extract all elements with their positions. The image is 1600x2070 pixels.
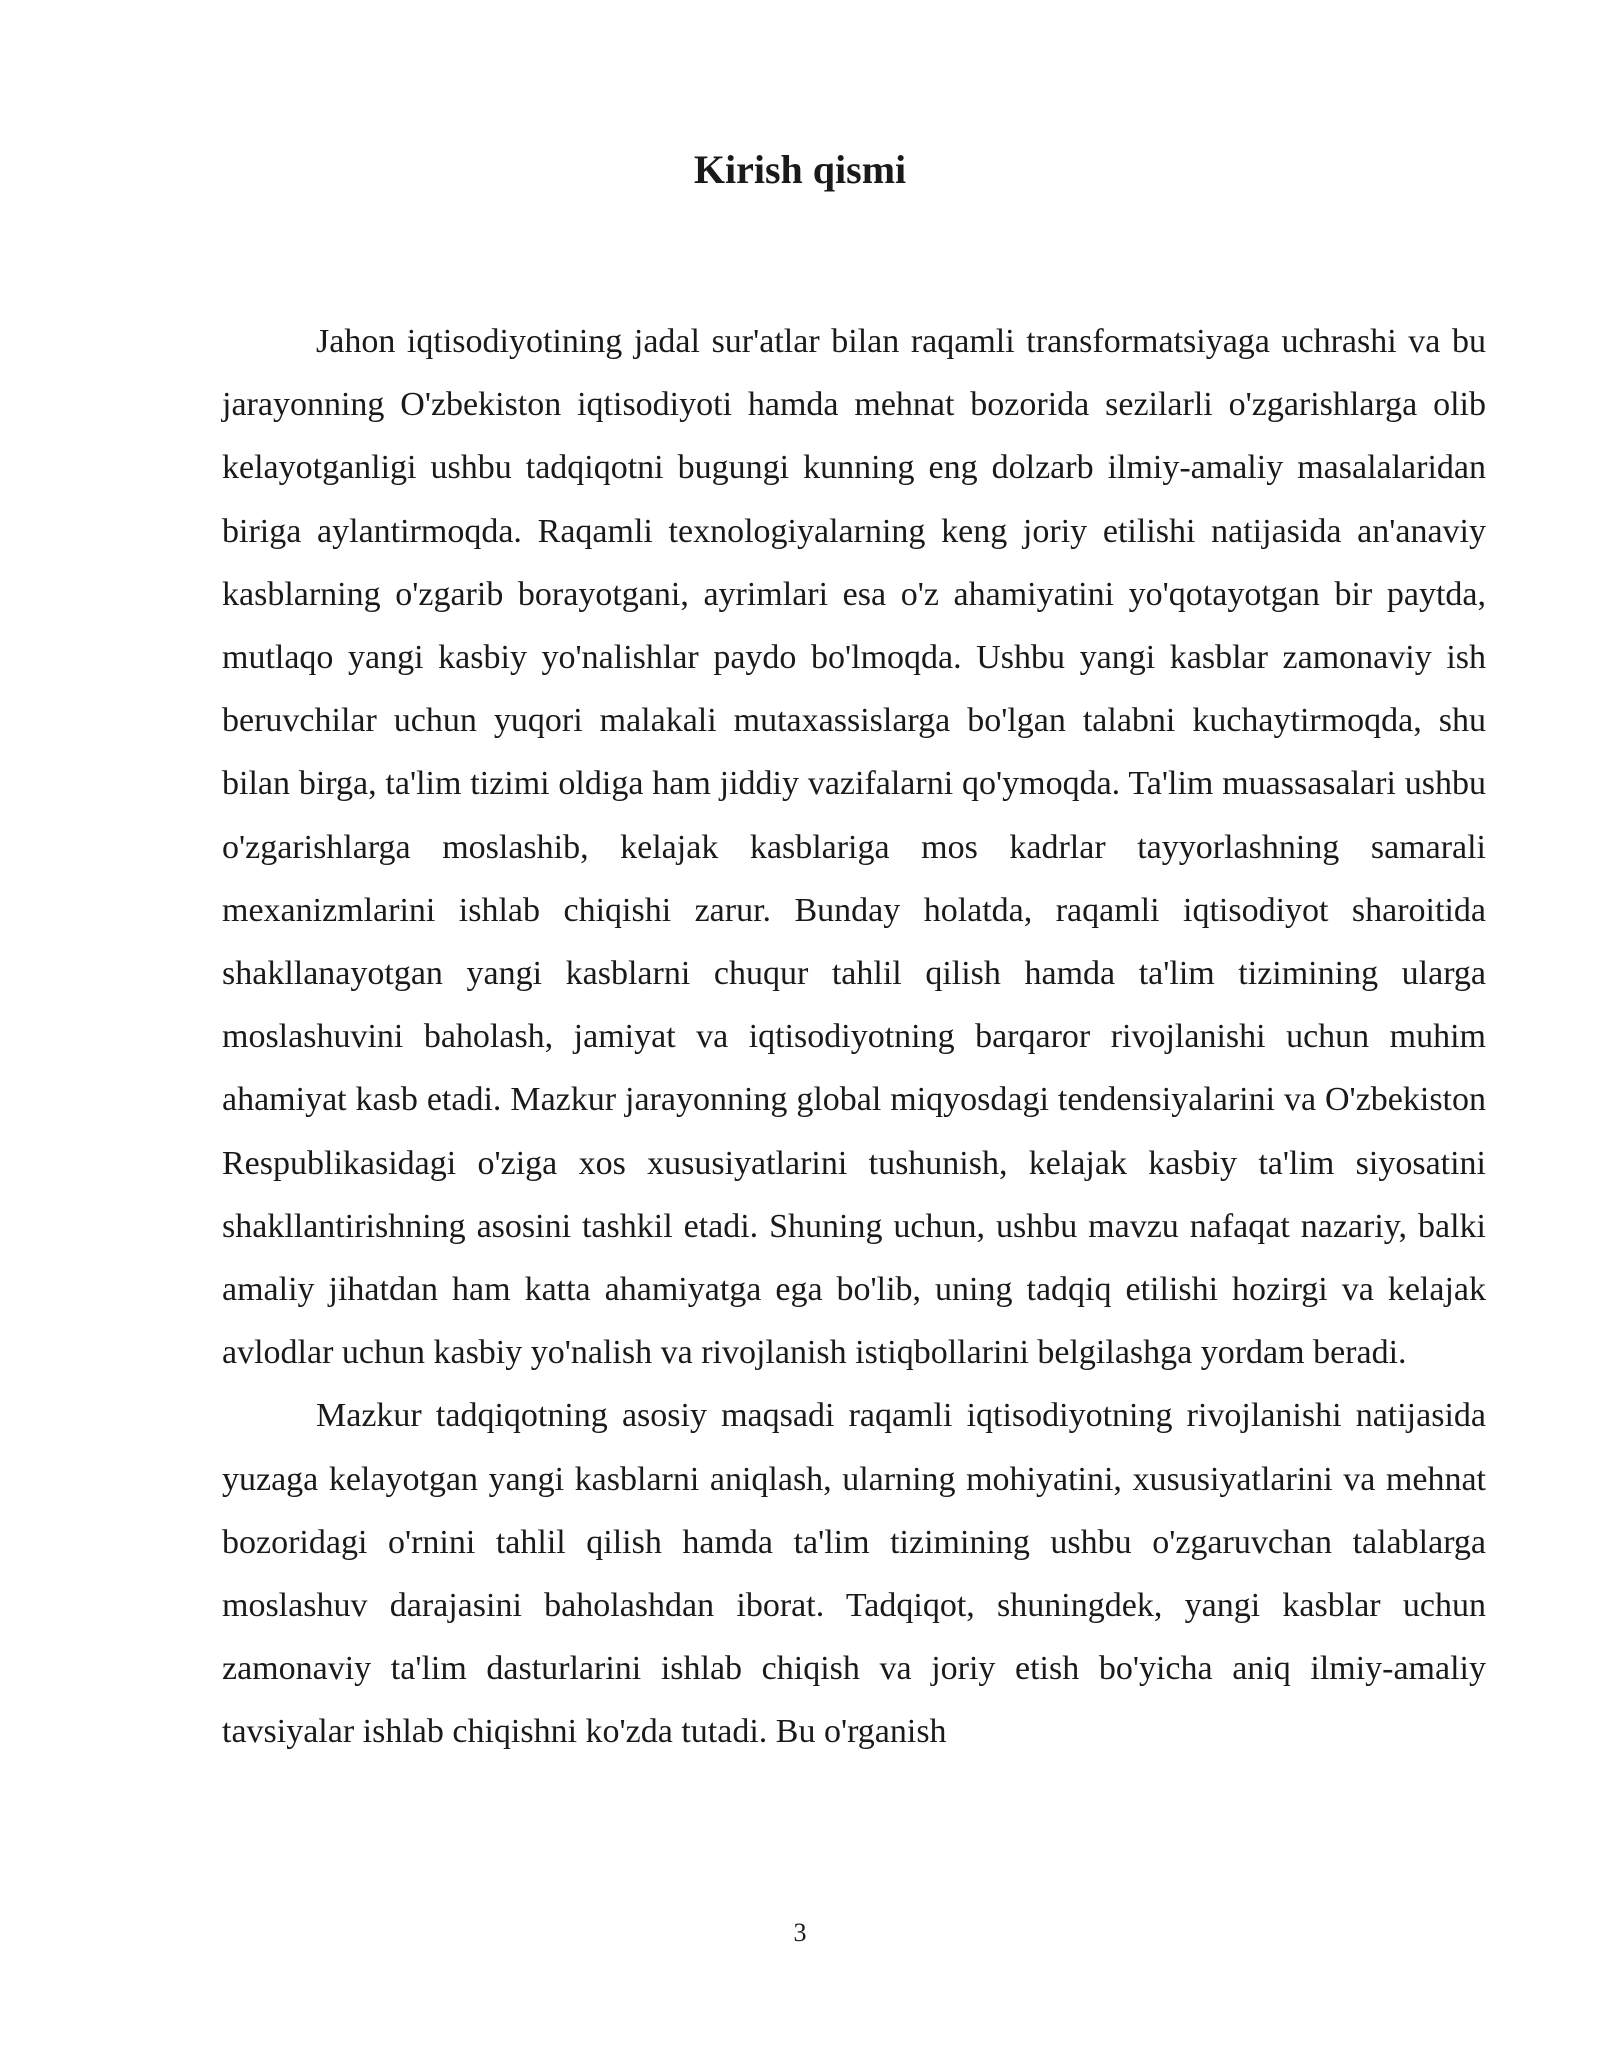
page-title: Kirish qismi xyxy=(693,147,907,192)
paragraph-2: Mazkur tadqiqotning asosiy maqsadi raqamli iqtisodiyotning rivojlanishi natijasida yuzaga kelayotgan yangi kasblarni aniqlash, ularning mohiyatini, xususiyatlarini va mehnat bozoridagi o'rnini tahlil qilish hamda ta'lim tizimining ushbu o'zgaruvchan talablarga moslashuv darajasini baholashdan iborat. Tadqiqot, shuningdek, yangi kasblar uchun zamonaviy ta'lim dasturlarini ishlab chiqish va joriy etish bo'yicha aniq ilmiy-amaliy tavsiyalar ishlab chiqishni ko'zda tutadi. Bu o'rganish xyxy=(222,1397,1486,1751)
page-number: 3 xyxy=(793,1918,807,1947)
paragraph-1: Jahon iqtisodiyotining jadal sur'atlar bilan raqamli transformatsiyaga uchrashi va bu jarayonning O'zbekiston iqtisodiyoti hamda mehnat bozorida sezilarli o'zgarishlarga olib kelayotganligi ushbu tadqiqotni bugungi kunning eng dolzarb ilmiy-amaliy masalalaridan biriga aylantirmoqda. Raqamli texnologiyalarning keng joriy etilishi natijasida an'anaviy kasblarning o'zgarib borayotgani, ayrimlari esa o'z ahamiyatini yo'qotayotgan bir paytda, mutlaqo yangi kasbiy yo'nalishlar paydo bo'lmoqda. Ushbu yangi kasblar zamonaviy ish beruvchilar uchun yuqori malakali mutaxassislarga bo'lgan talabni kuchaytirmoqda, shu bilan birga, ta'lim tizimi oldiga ham jiddiy vazifalarni qo'ymoqda. Ta'lim muassasalari ushbu o'zgarishlarga moslashib, kelajak kasblariga mos kadrlar tayyorlashning samarali mexanizmlarini ishlab chiqishi zarur. Bunday holatda, raqamli iqtisodiyot sharoitida shakllanayotgan yangi kasblarni chuqur tahlil qilish hamda ta'lim tizimining ularga moslashuvini baholash, jamiyat va iqtisodiyotning barqaror rivojlanishi uchun muhim ahamiyat kasb etadi. Mazkur jarayonning global miqyosdagi tendensiyalarini va O'zbekiston Respublikasidagi o'ziga xos xususiyatlarini tushunish, kelajak kasbiy ta'lim siyosatini shakllantirishning asosini tashkil etadi. Shuning uchun, ushbu mavzu nafaqat nazariy, balki amaliy jihatdan ham katta ahamiyatga ega bo'lib, uning tadqiq etilishi hozirgi va kelajak avlodlar uchun kasbiy yo'nalish va rivojlanish istiqbollarini belgilashga yordam beradi. xyxy=(222,323,1486,1372)
body-text xyxy=(222,310,1486,1764)
